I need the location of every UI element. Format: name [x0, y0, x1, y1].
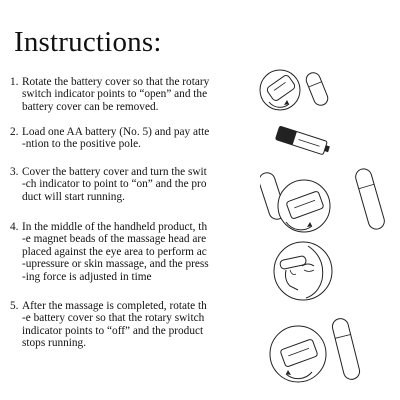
- switch-off-icon: [262, 314, 362, 386]
- step-text-line: duct will start running.: [22, 190, 125, 203]
- switch-on-icon: [260, 160, 396, 240]
- step-text-line: battery cover can be removed.: [22, 100, 159, 113]
- instruction-step-3: [10, 166, 252, 203]
- instruction-step-5: [10, 300, 252, 350]
- step-text-line: -upressure or skin massage, and the press: [22, 258, 209, 271]
- step-text-line: -e magnet beads of the massage head are: [22, 233, 207, 246]
- step-text-line: placed against the eye area to perform ac: [22, 245, 207, 258]
- step-number: 2.: [10, 126, 19, 138]
- step-text-line: Cover the battery cover and turn the swit: [22, 166, 207, 178]
- aa-battery-insert-icon: [268, 126, 338, 158]
- instruction-step-2: [10, 126, 252, 151]
- step-text-line: stops running.: [22, 337, 87, 350]
- step-text-line: -ntion to the positive pole.: [22, 138, 141, 151]
- battery-cover-open-icon: [258, 62, 342, 114]
- step-number: 1.: [10, 76, 19, 88]
- step-text-line: -ch indicator to point to “on” and the pro: [22, 178, 207, 191]
- page-title: Instructions:: [14, 26, 162, 58]
- step-text-line: switch indicator points to “open” and the: [22, 88, 208, 101]
- step-number: 5.: [10, 300, 19, 312]
- step-number: 4.: [10, 221, 19, 233]
- step-text-line: After the massage is completed, rotate th: [22, 300, 207, 312]
- instruction-step-1: [10, 76, 252, 113]
- step-number: 3.: [10, 166, 19, 178]
- instruction-step-4: [10, 221, 252, 283]
- step-text-line: In the middle of the handheld product, th: [22, 221, 208, 233]
- step-text-line: Rotate the battery cover so that the rotary: [22, 76, 210, 88]
- step-text-line: Load one AA battery (No. 5) and pay atte: [22, 126, 210, 138]
- step-text-line: -e battery cover so that the rotary switch: [22, 312, 205, 325]
- eye-massage-icon: [268, 240, 338, 302]
- step-text-line: -ing force is adjusted in time: [22, 270, 152, 283]
- step-text-line: indicator points to “off” and the product: [22, 324, 204, 337]
